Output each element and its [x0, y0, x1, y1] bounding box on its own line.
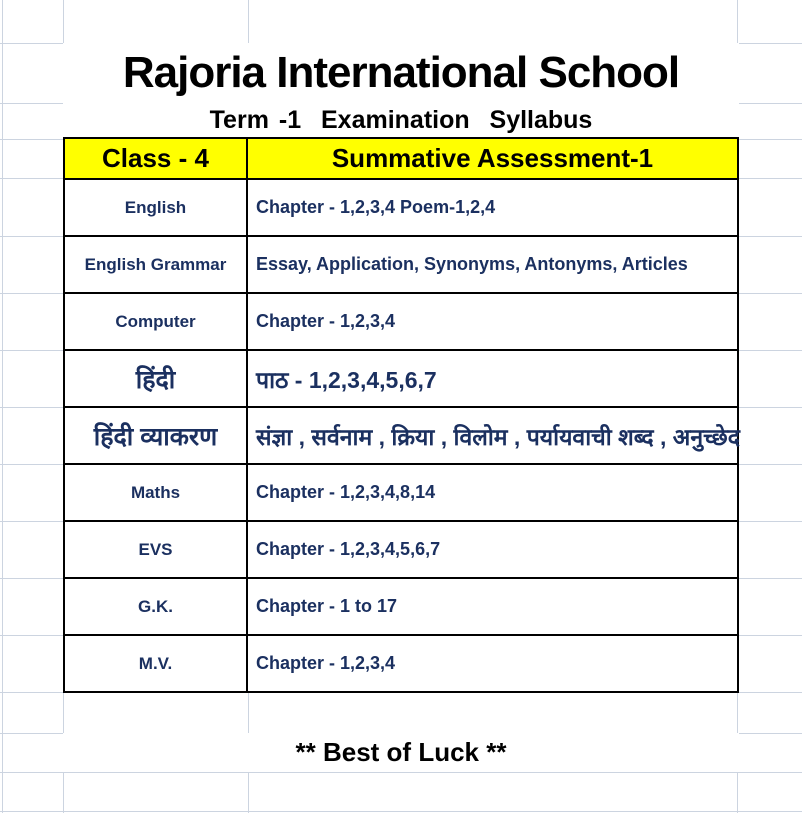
subject-cell[interactable]: M.V. [65, 636, 248, 691]
subject-cell[interactable]: Computer [65, 294, 248, 349]
subject-cell[interactable]: G.K. [65, 579, 248, 634]
table-row [65, 636, 737, 691]
class-header-cell[interactable]: Class - 4 [65, 139, 248, 178]
table-row [65, 408, 740, 465]
assessment-header-cell[interactable]: Summative Assessment-1 [331, 143, 654, 173]
table-row [65, 579, 737, 636]
syllabus-cell[interactable]: Chapter - 1,2,3,4,5,6,7 [256, 539, 441, 559]
syllabus-cell[interactable]: Chapter - 1,2,3,4,8,14 [256, 482, 436, 502]
syllabus-cell[interactable]: Essay, Application, Synonyms, Antonyms, Articles [256, 254, 688, 274]
subject-cell[interactable]: English [65, 180, 248, 235]
page-title: Rajoria International School [63, 43, 739, 103]
footer-message: ** Best of Luck ** [63, 733, 739, 772]
table-header-row [65, 139, 737, 180]
gridline [248, 772, 249, 813]
gridline [0, 772, 802, 773]
table-row [65, 237, 737, 294]
syllabus-cell[interactable]: संज्ञा , सर्वनाम , क्रिया , विलोम , पर्यायवाची शब्द , अनुच्छेद [256, 423, 740, 450]
syllabus-cell[interactable]: Chapter - 1,2,3,4 Poem-1,2,4 [256, 197, 496, 217]
subject-cell[interactable]: English Grammar [65, 237, 248, 292]
table-row [65, 180, 737, 237]
syllabus-cell[interactable]: Chapter - 1,2,3,4 [256, 653, 396, 673]
syllabus-cell[interactable]: Chapter - 1 to 17 [256, 596, 398, 616]
table-row [65, 351, 737, 408]
syllabus-table [63, 137, 739, 693]
gridline [2, 0, 3, 813]
table-row [65, 294, 737, 351]
gridline [248, 692, 249, 733]
table-row [65, 522, 737, 579]
subject-cell[interactable]: हिंदी व्याकरण [65, 408, 248, 463]
table-row [65, 465, 737, 522]
subject-cell[interactable]: हिंदी [65, 351, 248, 406]
syllabus-cell[interactable]: Chapter - 1,2,3,4 [256, 311, 396, 331]
gridline [0, 811, 802, 812]
page-subtitle: Term -1 Examination Syllabus [63, 103, 739, 137]
subject-cell[interactable]: Maths [65, 465, 248, 520]
syllabus-cell[interactable]: पाठ - 1,2,3,4,5,6,7 [256, 366, 437, 393]
gridline [248, 0, 249, 43]
subject-cell[interactable]: EVS [65, 522, 248, 577]
